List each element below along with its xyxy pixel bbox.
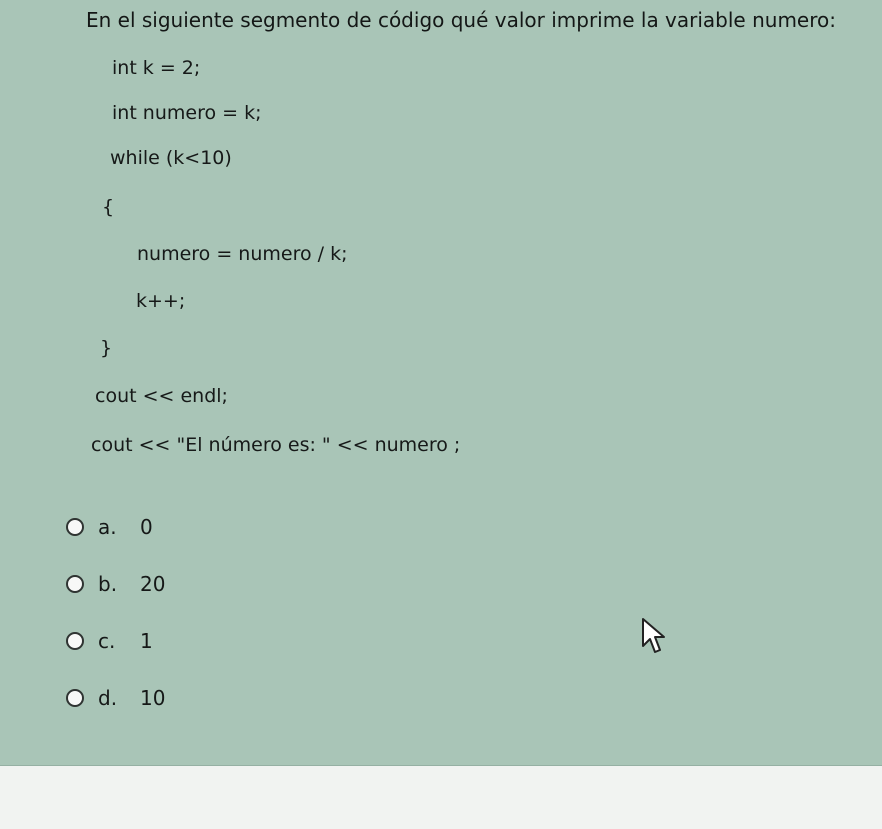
answer-letter: c. bbox=[98, 629, 116, 653]
radio-button-icon[interactable] bbox=[66, 518, 84, 536]
answer-letter: a. bbox=[98, 515, 117, 539]
code-line-6: k++; bbox=[136, 290, 186, 312]
code-line-2: int numero = k; bbox=[112, 102, 262, 124]
radio-button-icon[interactable] bbox=[66, 632, 84, 650]
code-line-8: cout << endl; bbox=[95, 385, 228, 407]
code-line-4: { bbox=[102, 196, 115, 218]
code-line-7: } bbox=[100, 337, 113, 359]
answer-value: 20 bbox=[140, 572, 166, 596]
code-line-5: numero = numero / k; bbox=[137, 243, 348, 265]
answer-letter: b. bbox=[98, 572, 118, 596]
answer-letter: d. bbox=[98, 686, 118, 710]
answer-option-a[interactable] bbox=[66, 511, 153, 543]
code-line-1: int k = 2; bbox=[112, 57, 201, 79]
answer-option-d[interactable] bbox=[66, 682, 165, 714]
code-line-9: cout << "El número es: " << numero ; bbox=[91, 434, 461, 456]
question-prompt: En el siguiente segmento de código qué valor imprime la variable numero: bbox=[86, 8, 836, 32]
answer-value: 10 bbox=[140, 686, 166, 710]
radio-button-icon[interactable] bbox=[66, 689, 84, 707]
radio-button-icon[interactable] bbox=[66, 575, 84, 593]
mouse-pointer-icon bbox=[641, 617, 667, 655]
answer-value: 1 bbox=[140, 629, 153, 653]
answer-value: 0 bbox=[140, 515, 153, 539]
answer-option-c[interactable] bbox=[66, 625, 153, 657]
code-line-3: while (k<10) bbox=[110, 147, 232, 169]
answer-option-b[interactable] bbox=[66, 568, 165, 600]
